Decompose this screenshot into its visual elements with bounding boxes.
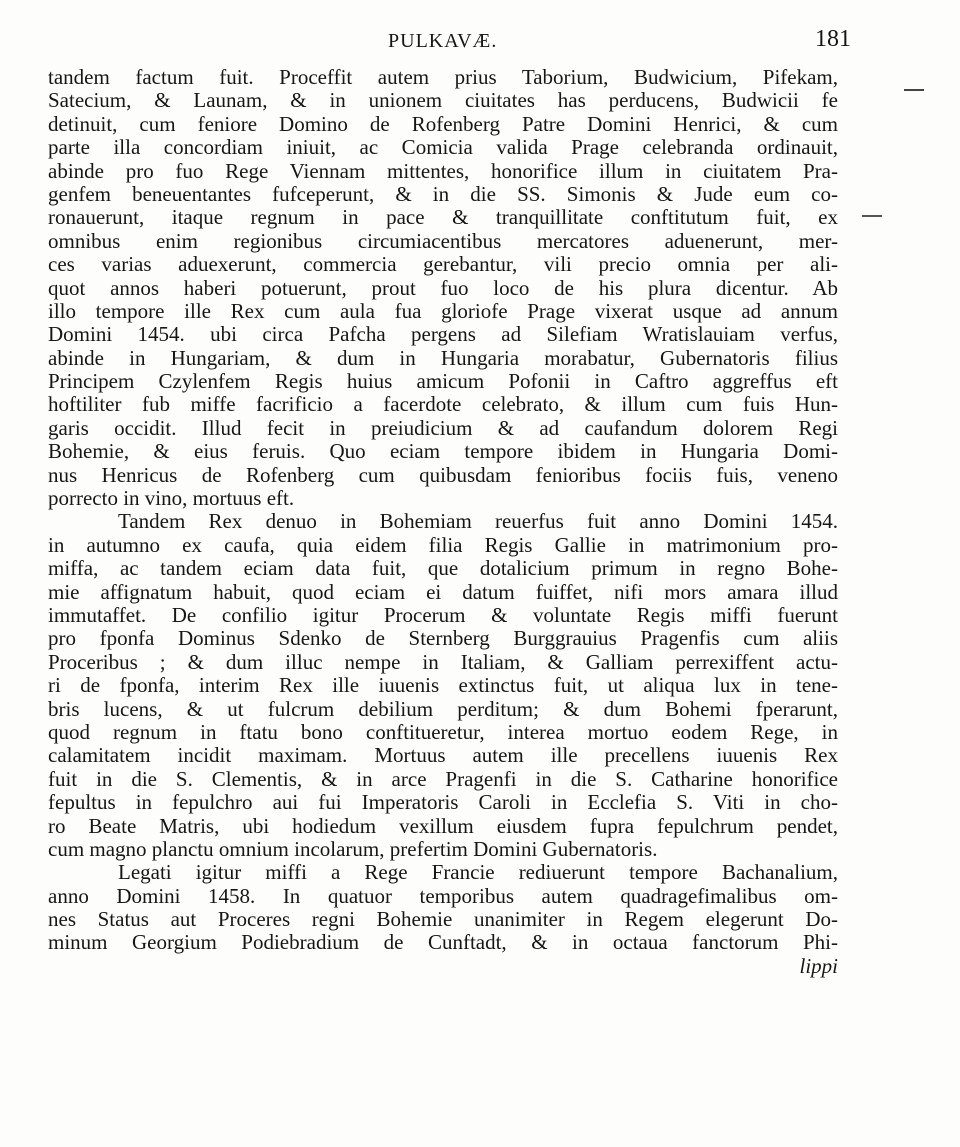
text-line: illo tempore ille Rex cum aula fua gloriofe Prage vixerat usque ad annum	[48, 298, 838, 323]
text-line: quot annos haberi potuerunt, prout fuo loco de his plura dicentur. Ab	[48, 275, 838, 300]
text-line: Principem Czylenfem Regis huius amicum Pofonii in Caftro aggreffus eft	[48, 369, 838, 394]
text-line: ronauerunt, itaque regnum in pace & tranquillitate conftitutum fuit, ex	[48, 205, 838, 230]
text-line: lippi	[799, 953, 838, 978]
text-line: ri de fponfa, interim Rex ille iuuenis extinctus fuit, ut aliqua lux in tene-	[48, 673, 838, 698]
text-line: garis occidit. Illud fecit in preiudicium & ad caufandum dolorem Regi	[48, 415, 838, 440]
text-line: Bohemie, & eius feruis. Quo eciam tempore ibidem in Hungaria Domi-	[48, 439, 838, 464]
body-text	[48, 66, 838, 978]
text-line: cum magno planctu omnium incolarum, prefertim Domini Gubernatoris.	[48, 836, 658, 861]
text-line: genfem beneuentantes fufceperunt, & in die SS. Simonis & Jude eum co-	[48, 181, 838, 206]
text-line: hoftiliter fub miffe facrificio a facerdote celebrato, & illum cum fuis Hun-	[48, 392, 838, 417]
running-head-title: PULKAVÆ.	[388, 30, 498, 52]
text-line: Proceribus ; & dum illuc nempe in Italiam, & Galliam perrexiffent actu-	[48, 649, 838, 674]
text-line: Legati igitur miffi a Rege Francie rediuerunt tempore Bachanalium,	[118, 860, 838, 885]
text-line: fuit in die S. Clementis, & in arce Pragenfi in die S. Catharine honorifice	[48, 766, 838, 791]
text-line: immutaffet. De confilio igitur Procerum & voluntate Regis miffi fuerunt	[48, 602, 838, 627]
text-line: ces varias aduexerunt, commercia gerebantur, vili precio omnia per ali-	[48, 252, 838, 277]
text-line: calamitatem incidit maximam. Mortuus autem ille precellens iuuenis Rex	[48, 743, 838, 768]
text-line: quod regnum in ftatu bono conftitueretur, interea mortuo eodem Rege, in	[48, 719, 838, 744]
text-line: minum Georgium Podiebradium de Cunftadt, & in octaua fanctorum Phi-	[48, 930, 838, 955]
text-line: mie affignatum habuit, quod eciam ei datum fuiffet, nifi mors amara illud	[48, 579, 838, 604]
text-line: fepultus in fepulchro aui fui Imperatoris Caroli in Ecclefia S. Viti in cho-	[48, 790, 838, 815]
text-line: detinuit, cum feniore Domino de Rofenberg Patre Domini Henrici, & cum	[48, 111, 838, 136]
text-line: ro Beate Matris, ubi hodiedum vexillum eiusdem fupra fepulchrum pendet,	[48, 813, 838, 838]
margin-mark	[862, 215, 882, 217]
text-line: miffa, ac tandem eciam data fuit, que dotalicium primum in regno Bohe-	[48, 556, 838, 581]
text-line: in autumno ex caufa, quia eidem filia Regis Gallie in matrimonium pro-	[48, 532, 838, 557]
text-line: bris lucens, & ut fulcrum debilium perditum; & dum Bohemi fperarunt,	[48, 696, 838, 721]
text-line: anno Domini 1458. In quatuor temporibus autem quadragefimalibus om-	[48, 883, 838, 908]
text-line: Domini 1454. ubi circa Pafcha pergens ad Silefiam Wratislauiam verfus,	[48, 322, 838, 347]
text-line: Tandem Rex denuo in Bohemiam reuerfus fuit anno Domini 1454.	[118, 509, 838, 534]
text-line: omnibus enim regionibus circumiacentibus mercatores aduenerunt, mer-	[48, 228, 838, 253]
text-line: abinde pro fuo Rege Viennam mittentes, honorifice illum in ciuitatem Pra-	[48, 158, 838, 183]
text-line: porrecto in vino, mortuus eft.	[48, 486, 295, 511]
text-line: Satecium, & Launam, & in unionem ciuitates has perducens, Budwicii fe	[48, 88, 838, 113]
running-head	[0, 24, 960, 58]
text-line: tandem factum fuit. Proceffit autem prius Taborium, Budwicium, Pifekam,	[48, 65, 838, 89]
text-line: abinde in Hungariam, & dum in Hungaria morabatur, Gubernatoris filius	[48, 345, 838, 370]
text-line: pro fponfa Dominus Sdenko de Sternberg Burggrauius Pragenfis cum aliis	[48, 626, 838, 651]
page-number: 181	[815, 26, 851, 52]
margin-mark	[904, 89, 924, 91]
text-line: nus Henricus de Rofenberg cum quibusdam fenioribus fociis fuis, veneno	[48, 462, 838, 487]
text-line: parte illa concordiam iniuit, ac Comicia valida Prage celebranda ordinauit,	[48, 135, 838, 160]
text-line: nes Status aut Proceres regni Bohemie unanimiter in Regem elegerunt Do-	[48, 907, 838, 932]
